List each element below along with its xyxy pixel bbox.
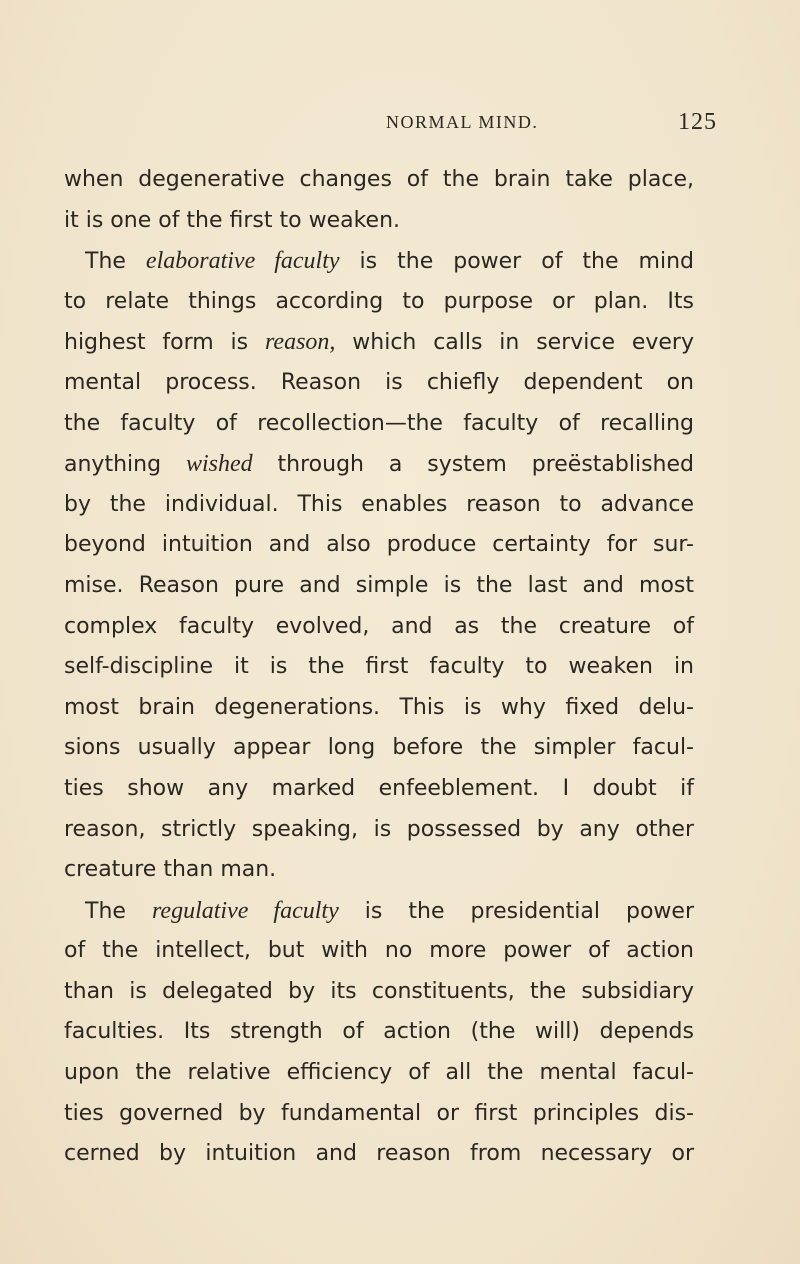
text-run: the faculty of recollection—the faculty of recalling: [64, 410, 694, 436]
text-line: [64, 891, 694, 932]
text-line: [64, 769, 694, 810]
italic-term: reason,: [264, 329, 336, 356]
text-line: [64, 688, 694, 729]
text-line: [64, 1134, 694, 1175]
text-line: [64, 647, 694, 688]
text-run: most brain degenerations. This is why fixed delu-: [64, 694, 694, 720]
text-run: reason, strictly speaking, is possessed by any other: [64, 816, 694, 842]
text-run: anything: [64, 452, 186, 478]
text-run: ties show any marked enfeeblement. I doubt if: [64, 775, 694, 801]
text-run: self-discipline it is the first faculty to weaken in: [64, 654, 694, 680]
italic-term: wished: [185, 451, 253, 478]
text-line: [64, 201, 694, 242]
text-line: [64, 322, 694, 363]
text-line: [64, 728, 694, 769]
text-run: complex faculty evolved, and as the creature of: [64, 613, 694, 639]
text-run: is the presidential power: [338, 898, 695, 924]
text-run: than is delegated by its constituents, the subsidiary: [64, 978, 694, 1004]
text-run: faculties. Its strength of action (the will) depends: [64, 1019, 694, 1045]
text-line: [64, 160, 694, 201]
text-line: [64, 485, 694, 526]
text-line: [64, 363, 694, 404]
running-head: [0, 109, 800, 142]
text-run: of the intellect, but with no more power of action: [64, 938, 694, 964]
text-run: mental process. Reason is chiefly dependent on: [64, 369, 694, 395]
text-run: sions usually appear long before the simpler facul-: [64, 735, 694, 761]
text-line: [64, 810, 694, 851]
body-text: [64, 160, 694, 1175]
italic-term: elaborative faculty: [145, 248, 340, 275]
text-run: creature than man.: [64, 857, 277, 883]
text-run: The: [85, 898, 152, 924]
text-line: [64, 525, 694, 566]
text-line: [64, 1053, 694, 1094]
text-run: which calls in service every: [335, 330, 694, 356]
text-line: [64, 850, 694, 891]
text-line: [64, 972, 694, 1013]
text-line: [64, 1094, 694, 1135]
text-run: upon the relative efficiency of all the mental facul-: [64, 1060, 694, 1086]
text-line: [64, 444, 694, 485]
text-run: beyond intuition and also produce certainty for sur-: [64, 532, 694, 558]
text-line: [64, 566, 694, 607]
text-run: through a system preëstablished: [252, 452, 694, 478]
page-number: 125: [678, 109, 717, 135]
text-run: is the power of the mind: [339, 249, 694, 275]
text-line: [64, 241, 694, 282]
text-run: to relate things according to purpose or plan. Its: [64, 288, 694, 314]
text-run: it is one of the first to weaken.: [64, 207, 401, 233]
text-run: The: [85, 249, 146, 275]
text-run: by the individual. This enables reason to advance: [64, 491, 694, 517]
text-run: mise. Reason pure and simple is the last and most: [64, 572, 694, 598]
text-run: cerned by intuition and reason from necessary or: [64, 1141, 694, 1167]
italic-term: regulative faculty: [151, 897, 339, 924]
text-run: highest form is: [64, 330, 265, 356]
text-line: [64, 282, 694, 323]
text-line: [64, 404, 694, 445]
text-line: [64, 1012, 694, 1053]
text-line: [64, 607, 694, 648]
text-run: ties governed by fundamental or first principles dis-: [64, 1100, 694, 1126]
text-line: [64, 931, 694, 972]
running-head-title: NORMAL MIND.: [386, 112, 539, 132]
text-run: when degenerative changes of the brain take place,: [64, 167, 694, 192]
